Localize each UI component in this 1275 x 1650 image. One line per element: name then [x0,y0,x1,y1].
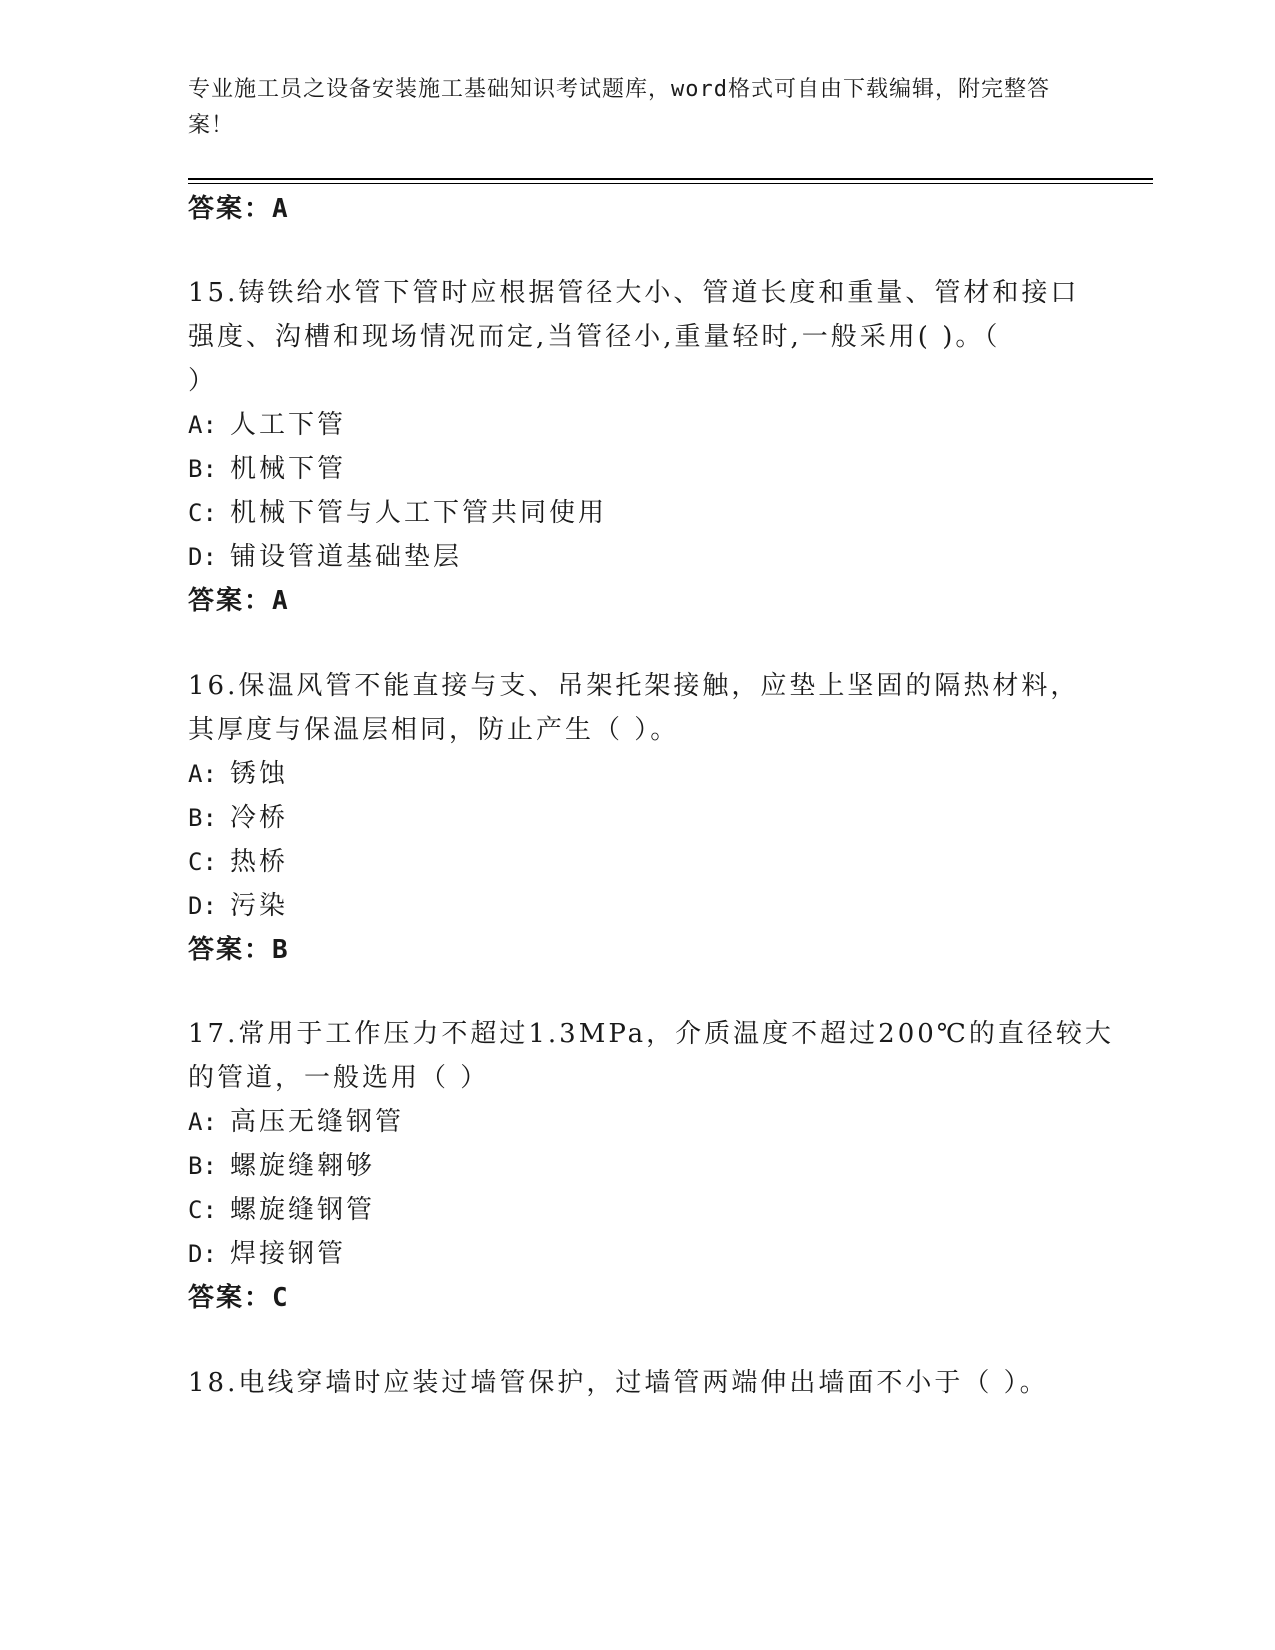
option-text: 人工下管 [230,410,347,440]
question-16-line-1: 16.保温风管不能直接与支、吊架托架接触，应垫上坚固的隔热材料， [188,671,1080,701]
option-text: 冷桥 [230,803,289,833]
option-letter: D: [188,892,217,920]
question-17-option-a [188,1101,404,1138]
option-text: 锈蚀 [230,759,289,789]
option-text: 机械下管与人工下管共同使用 [230,498,608,528]
question-15-line-3: ） [188,366,218,396]
option-letter: D: [188,1240,217,1268]
question-17-line-1: 17.常用于工作压力不超过1.3MPa，介质温度不超过200℃的直径较大 [188,1019,1114,1049]
header-divider-thin [188,183,1153,184]
answer-label: 答案： [188,586,273,616]
question-18-line-1: 18.电线穿墙时应装过墙管保护，过墙管两端伸出墙面不小于（ ）。 [188,1368,1049,1398]
answer-value: A [272,586,290,616]
question-15-line-1: 15.铸铁给水管下管时应根据管径大小、管道长度和重量、管材和接口 [188,278,1080,308]
option-letter: B: [188,455,217,483]
option-text: 焊接钢管 [230,1239,347,1269]
question-16-option-d [188,885,288,922]
option-text: 高压无缝钢管 [230,1107,405,1137]
header-divider-thick [188,178,1153,180]
option-text: 污染 [230,891,289,921]
option-letter: A: [188,760,217,788]
answer-value: B [272,935,290,965]
option-text: 热桥 [230,847,289,877]
question-15-option-c [188,492,607,529]
question-17-option-b [188,1145,375,1182]
answer-label: 答案： [188,935,273,965]
option-text: 螺旋缝钢管 [230,1195,376,1225]
answer-label: 答案： [188,194,273,224]
option-letter: B: [188,804,217,832]
document-header: 专业施工员之设备安装施工基础知识考试题库，word格式可自由下载编辑，附完整答案！ [188,77,1050,138]
question-15-answer [188,580,290,617]
question-15-option-a [188,404,346,441]
question-17-option-d [188,1233,346,1270]
option-letter: C: [188,499,217,527]
option-letter: B: [188,1152,217,1180]
option-letter: C: [188,848,217,876]
option-text: 铺设管道基础垫层 [230,542,463,572]
question-16-option-b [188,797,288,834]
answer-value: A [272,194,290,224]
question-17-option-c [188,1189,375,1226]
question-16-option-c [188,841,288,878]
option-letter: C: [188,1196,217,1224]
option-letter: A: [188,411,217,439]
question-17-line-2: 的管道，一般选用（ ） [188,1063,490,1093]
question-15-line-2: 强度、沟槽和现场情况而定,当管径小,重量轻时,一般采用( )。（ [188,322,1001,352]
option-letter: D: [188,543,217,571]
answer-line [188,188,290,225]
question-16-option-a [188,753,288,790]
answer-value: C [272,1283,290,1313]
option-text: 螺旋缝翱够 [230,1151,376,1181]
option-letter: A: [188,1108,217,1136]
question-15-option-d [188,536,462,573]
question-17-answer [188,1277,290,1314]
question-16-line-2: 其厚度与保温层相同，防止产生（ ）。 [188,715,680,745]
answer-label: 答案： [188,1283,273,1313]
question-16-answer [188,929,290,966]
question-15-option-b [188,448,346,485]
option-text: 机械下管 [230,454,347,484]
